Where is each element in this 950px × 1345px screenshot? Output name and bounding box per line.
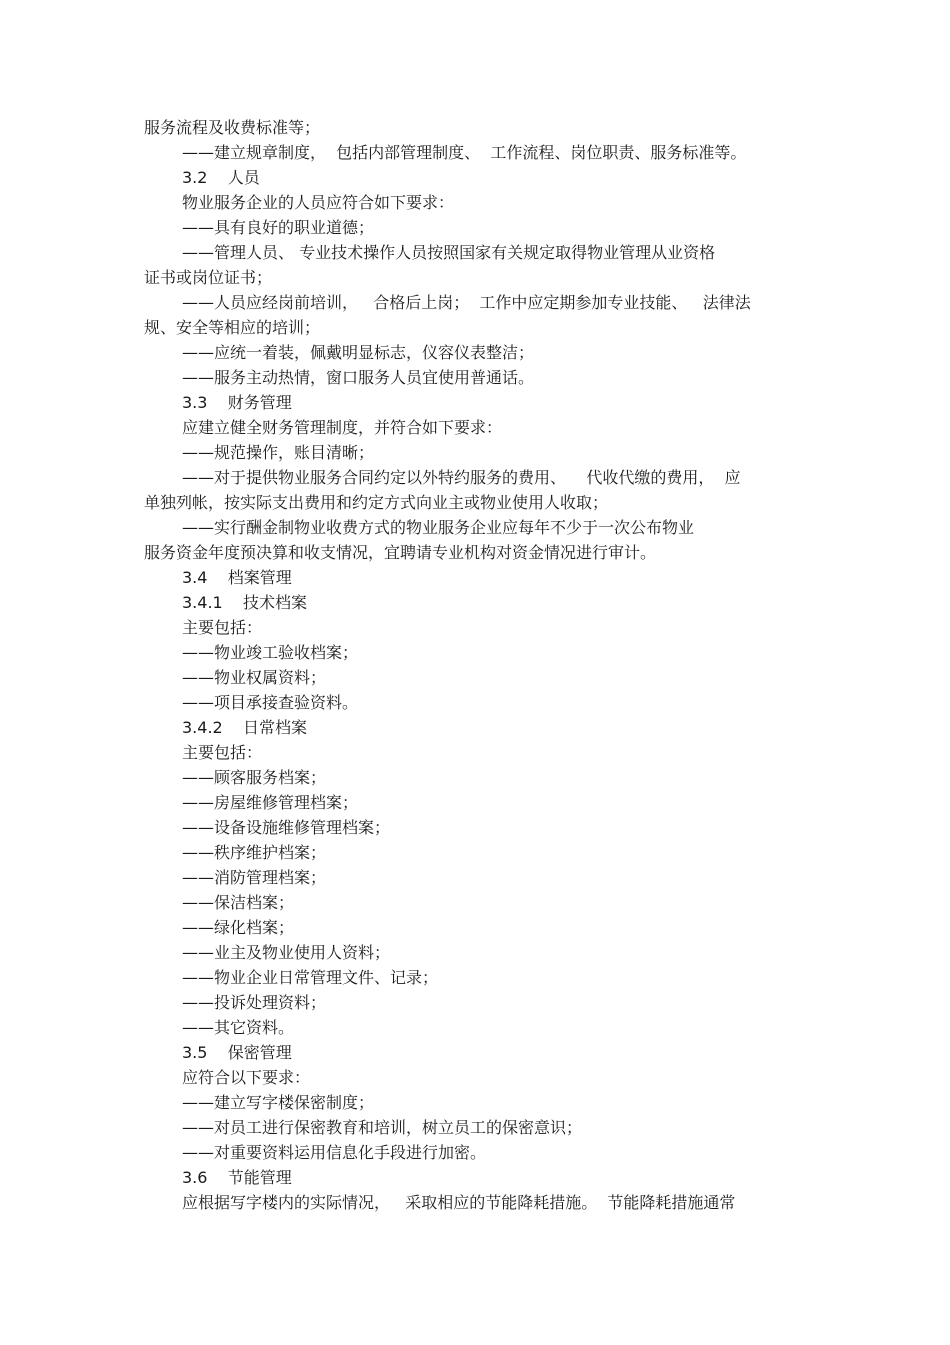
list-item: ——项目承接查验资料。 bbox=[182, 693, 359, 712]
list-item: ——投诉处理资料； bbox=[182, 993, 327, 1012]
list-item: ——建立写字楼保密制度； bbox=[182, 1093, 375, 1112]
subsection-heading: 3.4.2 日常档案 bbox=[182, 718, 308, 737]
list-item: ——绿化档案； bbox=[182, 918, 295, 937]
list-item: ——实行酬金制物业收费方式的物业服务企业应每年不少于一次公布物业 bbox=[182, 518, 695, 537]
list-item: ——具有良好的职业道德； bbox=[182, 218, 375, 237]
list-item: ——规范操作，账目清晰； bbox=[182, 443, 375, 462]
text-line: 应建立健全财务管理制度，并符合如下要求： bbox=[182, 418, 503, 437]
list-item: ——应统一着装，佩戴明显标志，仪容仪表整洁； bbox=[182, 343, 535, 362]
text-line: 服务流程及收费标准等； bbox=[144, 118, 321, 137]
list-item: ——服务主动热情，窗口服务人员宜使用普通话。 bbox=[182, 368, 535, 387]
list-item: ——秩序维护档案； bbox=[182, 843, 327, 862]
list-item: ——对重要资料运用信息化手段进行加密。 bbox=[182, 1143, 487, 1162]
section-heading: 3.4 档案管理 bbox=[182, 568, 292, 587]
text-line: 证书或岗位证书； bbox=[144, 268, 273, 287]
list-item: ——其它资料。 bbox=[182, 1018, 295, 1037]
text-line: 主要包括： bbox=[182, 618, 263, 637]
list-item: ——人员应经岗前培训， 合格后上岗； 工作中应定期参加专业技能、 法律法 bbox=[182, 293, 751, 312]
text-line: 单独列帐，按实际支出费用和约定方式向业主或物业使用人收取； bbox=[144, 493, 609, 512]
text-line: 规、安全等相应的培训； bbox=[144, 318, 321, 337]
list-item: ——物业竣工验收档案； bbox=[182, 643, 359, 662]
list-item: ——设备设施维修管理档案； bbox=[182, 818, 391, 837]
text-line: 主要包括： bbox=[182, 743, 263, 762]
list-item: ——房屋维修管理档案； bbox=[182, 793, 359, 812]
section-heading: 3.5 保密管理 bbox=[182, 1043, 292, 1062]
list-item: ——物业企业日常管理文件、记录； bbox=[182, 968, 439, 987]
list-item: ——顾客服务档案； bbox=[182, 768, 327, 787]
list-item: ——消防管理档案； bbox=[182, 868, 327, 887]
text-line: 应符合以下要求： bbox=[182, 1068, 311, 1087]
list-item: ——保洁档案； bbox=[182, 893, 295, 912]
list-item: ——对员工进行保密教育和培训，树立员工的保密意识； bbox=[182, 1118, 583, 1137]
list-item: ——对于提供物业服务合同约定以外特约服务的费用、 代收代缴的费用， 应 bbox=[182, 468, 741, 487]
list-item: ——业主及物业使用人资料； bbox=[182, 943, 391, 962]
section-heading: 3.3 财务管理 bbox=[182, 393, 292, 412]
list-item: ——物业权属资料； bbox=[182, 668, 327, 687]
list-item: ——建立规章制度， 包括内部管理制度、 工作流程、岗位职责、服务标准等。 bbox=[182, 143, 747, 162]
text-line: 服务资金年度预决算和收支情况，宜聘请专业机构对资金情况进行审计。 bbox=[144, 543, 657, 562]
text-line: 应根据写字楼内的实际情况， 采取相应的节能降耗措施。 节能降耗措施通常 bbox=[182, 1193, 736, 1212]
list-item: ——管理人员、 专业技术操作人员按照国家有关规定取得物业管理从业资格 bbox=[182, 243, 716, 262]
section-heading: 3.6 节能管理 bbox=[182, 1168, 292, 1187]
subsection-heading: 3.4.1 技术档案 bbox=[182, 593, 308, 612]
section-heading: 3.2 人员 bbox=[182, 168, 260, 187]
text-line: 物业服务企业的人员应符合如下要求： bbox=[182, 193, 455, 212]
